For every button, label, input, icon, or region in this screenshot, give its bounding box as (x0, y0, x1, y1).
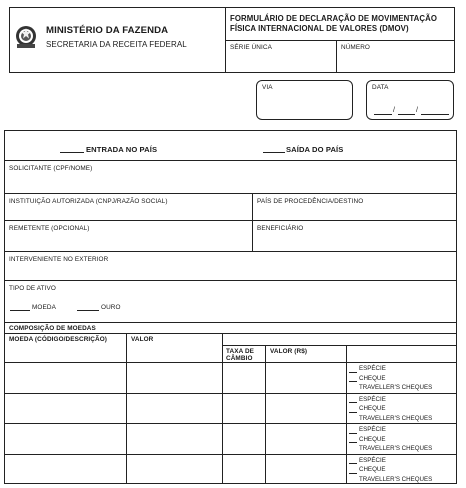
ouro-label: OURO (101, 304, 121, 311)
table-row-line (4, 393, 457, 394)
col-taxa-header-1: TAXA DE (226, 348, 255, 355)
col-divider-1 (126, 333, 127, 484)
payment-option-label: CHEQUE (359, 405, 386, 412)
col-divider-2 (222, 333, 223, 484)
payment-option-label: CHEQUE (359, 374, 386, 382)
row-line-1 (4, 160, 457, 161)
row-line-5 (4, 280, 457, 281)
form-title-line1: FORMULÁRIO DE DECLARAÇÃO DE MOVIMENTAÇÃO (230, 14, 438, 23)
travellers-checkbox-blank[interactable] (349, 412, 357, 413)
remetente-label: REMETENTE (OPCIONAL) (9, 225, 90, 232)
date-sep-2: / (416, 107, 419, 114)
ouro-checkbox-blank[interactable] (77, 310, 99, 311)
payment-option-label: ESPÉCIE (359, 395, 386, 403)
date-month-blank (398, 114, 415, 115)
solicitante-label: SOLICITANTE (CPF/NOME) (9, 165, 93, 172)
moeda-checkbox-blank[interactable] (10, 310, 30, 311)
serie-label: SÉRIE ÚNICA (230, 44, 272, 51)
date-sep-1: / (393, 107, 396, 114)
cheque-checkbox-blank[interactable] (349, 372, 357, 373)
date-day-blank (374, 114, 392, 115)
entry-label: ENTRADA NO PAÍS (86, 145, 158, 154)
row-line-3 (4, 220, 457, 221)
payment-option-label: CHEQUE (359, 466, 386, 473)
table-header-bottom (4, 362, 457, 363)
instituicao-label: INSTITUIÇÃO AUTORIZADA (CNPJ/RAZÃO SOCIAL) (9, 198, 168, 205)
payment-option-label: TRAVELLER'S CHEQUES (359, 445, 433, 452)
travellers-checkbox-blank[interactable] (349, 442, 357, 443)
exit-label: SAÍDA DO PAÍS (286, 145, 344, 154)
col-taxa-header-2: CÂMBIO (226, 355, 253, 362)
payment-option-label: TRAVELLER'S CHEQUES (359, 475, 433, 483)
moeda-label: MOEDA (32, 304, 56, 311)
tipo-ativo-label: TIPO DE ATIVO (9, 285, 56, 292)
pais-label: PAÍS DE PROCEDÊNCIA/DESTINO (257, 198, 364, 205)
payment-option-label: TRAVELLER'S CHEQUES (359, 414, 433, 422)
entry-checkbox-blank[interactable] (60, 152, 84, 153)
col-moeda-header: MOEDA (CÓDIGO/DESCRIÇÃO) (9, 336, 108, 343)
payment-option-label: TRAVELLER'S CHEQUES (359, 384, 433, 391)
travellers-checkbox-blank[interactable] (349, 473, 357, 474)
main-form-box (4, 130, 457, 484)
travellers-checkbox-blank[interactable] (349, 381, 357, 382)
col-valor-rs-header: VALOR (R$) (270, 348, 308, 355)
col-divider-4 (346, 345, 347, 484)
cheque-checkbox-blank[interactable] (349, 402, 357, 403)
date-year-blank (421, 114, 449, 115)
cheque-checkbox-blank[interactable] (349, 433, 357, 434)
form-title-line2: FÍSICA INTERNACIONAL DE VALORES (DMOV) (230, 24, 409, 33)
composicao-title: COMPOSIÇÃO DE MOEDAS (9, 325, 96, 332)
payment-option-label: ESPÉCIE (359, 426, 386, 433)
row-line-4 (4, 251, 457, 252)
instituicao-divider (252, 193, 253, 251)
numero-label: NÚMERO (341, 44, 371, 51)
exit-checkbox-blank[interactable] (263, 152, 285, 153)
header-serie-divider (336, 40, 337, 73)
secretariat-name: SECRETARIA DA RECEITA FEDERAL (46, 40, 187, 49)
cheque-checkbox-blank[interactable] (349, 463, 357, 464)
via-label: VIA (262, 84, 273, 91)
data-label: DATA (372, 84, 389, 91)
col-divider-3 (265, 345, 266, 484)
interveniente-label: INTERVENIENTE NO EXTERIOR (9, 256, 109, 263)
header-subdivider (225, 40, 455, 41)
payment-option-label: CHEQUE (359, 435, 386, 443)
row-line-6 (4, 322, 457, 323)
payment-option-label: ESPÉCIE (359, 456, 386, 464)
col-valor-header: VALOR (131, 336, 154, 343)
coat-of-arms-icon (14, 24, 38, 50)
row-line-2 (4, 193, 457, 194)
table-row-line (4, 423, 457, 424)
row-line-7 (4, 333, 457, 334)
table-row-line (4, 454, 457, 455)
header-sub-line (222, 345, 457, 346)
beneficiario-label: BENEFICIÁRIO (257, 225, 304, 232)
ministry-name: MINISTÉRIO DA FAZENDA (46, 25, 169, 36)
payment-option-label: ESPÉCIE (359, 365, 386, 372)
